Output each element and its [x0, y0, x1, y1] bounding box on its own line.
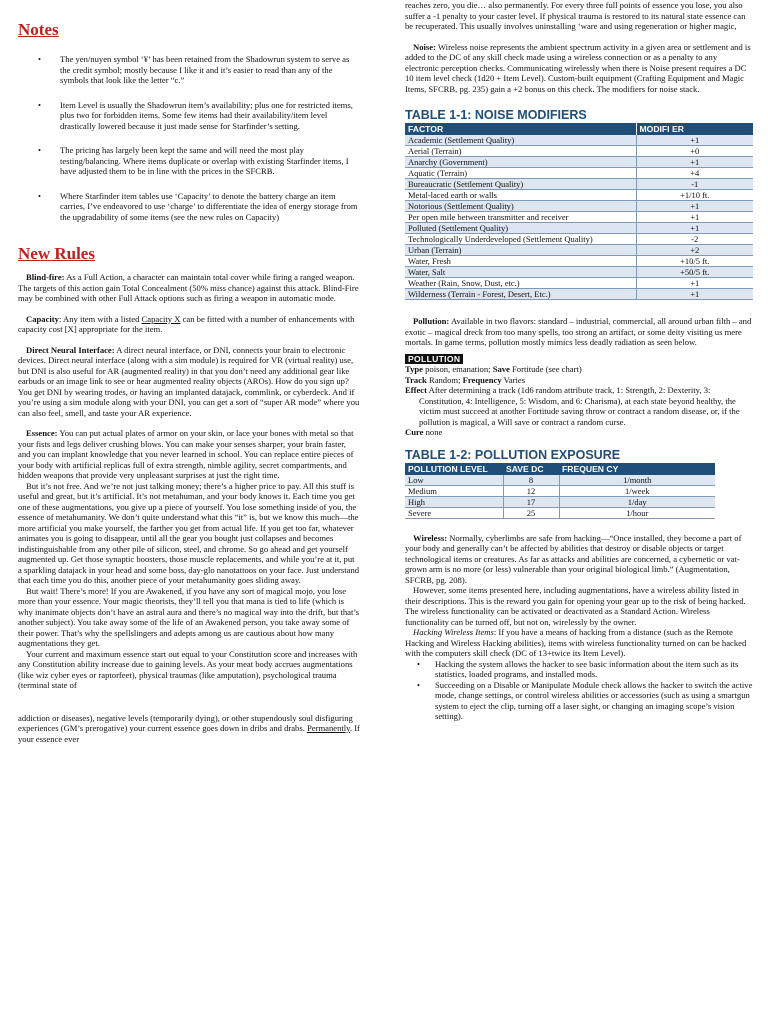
table-cell: Anarchy (Government) — [405, 157, 636, 168]
table-cell: Aerial (Terrain) — [405, 146, 636, 157]
notes-item: • Item Level is usually the Shadowrun item’s availability; plus one for restricted items, plus two for forbidden items. Some few items had their availability/item level drastically lowered because it just made sense for Starfinder’s setting. — [38, 99, 353, 131]
pollution-cure-line: Cure none — [405, 427, 443, 437]
essence-continuation: reaches zero, you die… also permanently. For every three full points of essence you lose, you also suffer a -1 penalty to your caster level. If physical trauma is restored to its natural state essence can be recuperated. This usually involves uninstalling ‘ware and using regeneration or higher magic, — [405, 0, 746, 31]
table-cell: Metal-laced earth or walls — [405, 190, 636, 201]
table-header-level: POLLUTION LEVEL — [405, 463, 503, 475]
essence-paragraph-3: But wait! There’s more! If you are Awakened, if you have any sort of magical mojo, you lose more than your essence. Your magic theorists, they’ll tell you that mana is tied to life (which is why inanimate objects don’t have an astral aura and there’s no magical way into the drift, but that’s another subject). You take away some of the life of an Awakened person, you take away some of their power. That’s why the spellslingers and adepts among us are cautious about how many augmentations they get. — [18, 585, 360, 648]
table-cell: -2 — [636, 234, 753, 245]
noise-paragraph: Noise: Wireless noise represents the ambient spectrum activity in a given area or settlement and is added to the DC of any skill check made using a wireless connection or as a penalty to any electronic perception checks. Communicating wirelessly when there is Noise present requires a DC 10 item level check (1d20 + Item Level). Custom-built equipment (Crafting Equipment and Magic Items, SFCRB, pg. 235) gain a +2 bonus on this check. The modifiers for noise stack. — [405, 41, 751, 94]
table-row — [405, 179, 753, 190]
right-column — [405, 0, 753, 722]
table-row — [405, 507, 715, 518]
table-row — [405, 234, 753, 245]
table-cell: Polluted (Settlement Quality) — [405, 223, 636, 234]
pollution-stat-header: POLLUTION — [405, 354, 463, 365]
table-row — [405, 245, 753, 256]
bullet-icon: • — [417, 658, 421, 669]
table-cell: Weather (Rain, Snow, Dust, etc.) — [405, 278, 636, 289]
table-row — [405, 146, 753, 157]
table-header-save: SAVE DC — [503, 463, 559, 475]
table-cell: +10/5 ft. — [636, 256, 753, 267]
wireless-paragraph: Wireless: Normally, cyberlimbs are safe from hacking—“Once installed, they become a part of your body and generally can’t be affected by abilities that destroy or disable objects or target technological items or creatures. As far as attacks and abilities are concerned, a cybernetic or vat-grown arm is no more (or less) vulnerable than your original biological limb.” (Augmentation, SFCRB, pg. 208). — [405, 532, 742, 585]
left-column — [18, 0, 360, 744]
dni-paragraph: Direct Neural Interface: A direct neural interface, or DNI, connects your brain to electronic devices. Direct neural interface (along with a sim module) is required for VR (virtual reality) use, but DNI is also useful for AR (augmented reality) in that you don’t need any additional gear like earbuds or an image link to see or hear augmented reality objects (AROs). How do you sign up? You get DNI by wearing trodes, or having an implanted datajack, commlink, or cyberdeck. And if you’re using a sim module along with your DNI, you can get a sort of “super AR mode” where you can also feel, smell, and taste your AR experience. — [18, 344, 360, 418]
pollution-type-line: Type poison, emanation; Save Fortitude (see chart) — [405, 364, 582, 374]
table-row — [405, 135, 753, 146]
notes-item: • The pricing has largely been kept the same and will need the most play testing/balancing. Where items duplicate or overlap with existing Starfinder items, I have adjusted them to be in line with the prices in the SFCRB. — [38, 145, 349, 176]
table-cell: Per open mile between transmitter and receiver — [405, 212, 636, 223]
table-row — [405, 496, 715, 507]
table-header-factor: FACTOR — [405, 123, 636, 135]
table-cell: 1/hour — [559, 507, 715, 518]
pollution-effect-line: Effect After determining a track (1d6 random attribute track, 1: Strength, 2: Dexterity, 3: Constitution, 4: Intelligence, 5: Wisdom, and 6: Charisma), at each state beyond healthy, the victim must succeed at another Fortitude saving throw or contract a random disease, or, if the pollution is magical, a Will save or contract a random curse. — [405, 385, 740, 427]
table-cell: Low — [405, 475, 503, 486]
table-cell: 8 — [503, 475, 559, 486]
table-cell: Aquatic (Terrain) — [405, 168, 636, 179]
table-cell: Bureaucratic (Settlement Quality) — [405, 179, 636, 190]
table-cell: +50/5 ft. — [636, 267, 753, 278]
table-cell: Water, Fresh — [405, 256, 636, 267]
table-cell: +1 — [636, 157, 753, 168]
table-cell: +4 — [636, 168, 753, 179]
table-cell: Water, Salt — [405, 267, 636, 278]
table-cell: Wilderness (Terrain - Forest, Desert, Etc.) — [405, 289, 636, 300]
table-cell: +1 — [636, 212, 753, 223]
essence-paragraph-4: Your current and maximum essence start out equal to your Constitution score and increases with any Constitution ability increase due to gaining levels. As your meat body accrues augmentations (like wiz cyber eyes or raptorfeet), physical traumas (like amputation), psychological trauma (terminal state of — [18, 648, 358, 690]
table-cell: +2 — [636, 245, 753, 256]
table-cell: 1/week — [559, 485, 715, 496]
table-row — [405, 201, 753, 212]
noise-table-body — [405, 135, 753, 300]
table-cell: +1 — [636, 135, 753, 146]
notes-item: • Where Starfinder item tables use ‘Capacity’ to denote the battery charge an item carries, I’ve endeavored to use ‘charge’ to differentiate the idea of energy storage from the upgradability of some items (see the new rules on Capacity) — [38, 190, 358, 222]
table-row — [405, 223, 753, 234]
table-cell: +1 — [636, 289, 753, 300]
pollution-paragraph: Pollution: Available in two flavors: standard – industrial, commercial, all around urban filth – and exotic – magical dreck from too many spells, too strong an artifact, or some deity visiting us mere mortals. In game terms, pollution mostly mimics less deadly radiation as seen below. — [405, 316, 752, 347]
table-cell: 17 — [503, 496, 559, 507]
table-cell: +1 — [636, 223, 753, 234]
table-cell: Medium — [405, 485, 503, 496]
table-cell: 12 — [503, 485, 559, 496]
table-cell: 1/month — [559, 475, 715, 486]
table-row — [405, 168, 753, 179]
table-header-modifier: MODIFI ER — [636, 123, 753, 135]
bullet-icon: • — [38, 54, 42, 64]
table-cell: High — [405, 496, 503, 507]
pollution-exposure-table — [405, 463, 715, 519]
pollution-table-title: TABLE 1-2: POLLUTION EXPOSURE — [405, 447, 621, 462]
table-cell: 1/day — [559, 496, 715, 507]
table-cell: +1 — [636, 278, 753, 289]
notes-item: • The yen/nuyen symbol ‘¥’ has been retained from the Shadowrun system to serve as the credit symbol; mostly because I like it and it’s easier to read than any of the symbols that look like the letter “c.” — [38, 54, 350, 85]
table-cell: 25 — [503, 507, 559, 518]
essence-paragraph-2: But it’s not free. And we’re not just talking money; there’s a higher price to pay. All this stuff is useful and great, but it’s artificial. It’s not metahuman, and your body knows it. Each time you get one of these augmentations, you give up a piece of yourself. You lose something inside of you, the essence of metahumanity. We don’t quite understand what this “it” is, but we know this much—the more artificial you make yourself, the farther you get from actual life. If you get too far, whatever animates you is going to disappear, until all the gear you bought just collapses and becomes indistinguishable from any other pile of silicon, steel, and chrome. So go ahead and get yourself augmented up. Get those synaptic boosters, those muscle replacements, and while you’re at it, put a sparkling datajack in your head and some boss, day-glo nanotattoos on your face. Just understand that each time you do this, another piece of your metahumanity goes sliding away. — [18, 480, 360, 585]
table-row — [405, 289, 753, 300]
table-row — [405, 190, 753, 201]
noise-modifiers-table — [405, 123, 753, 300]
table-header-frequency: FREQUEN CY — [559, 463, 715, 475]
table-row — [405, 256, 753, 267]
table-row — [405, 475, 715, 486]
new-rules-heading: New Rules — [18, 244, 95, 263]
list-item: • Hacking the system allows the hacker to see basic information about the item such as its statistics, loaded programs, and installed mods. — [417, 658, 739, 679]
table-row — [405, 212, 753, 223]
table-row — [405, 485, 715, 496]
essence-paragraph-1: Essence: You can put actual plates of armor on your skin, or lace your bones with metal so that your fists and legs deliver crushing blows. You can make your senses sharper, your brain faster, and you can implant knowledge that you never learned in school. You can replace entire pieces of your body with artificial replicas full of extra strength, nimble agility, secret compartments, and hidden weapons that provide very unpleasant surprises at just the right time. — [18, 428, 354, 480]
essence-paragraph-5: addiction or diseases), negative levels (temporarily dying), or other stupendously soul disfiguring experiences (GM’s prerogative) your current essence goes down in dribs and drabs. Permanently. If your essence ever — [18, 712, 360, 744]
table-cell: +1 — [636, 201, 753, 212]
table-cell: Academic (Settlement Quality) — [405, 135, 636, 146]
noise-table-title: TABLE 1-1: NOISE MODIFIERS — [405, 108, 587, 122]
table-cell: +0 — [636, 146, 753, 157]
table-cell: Urban (Terrain) — [405, 245, 636, 256]
table-cell: Technologically Underdeveloped (Settlement Quality) — [405, 234, 636, 245]
hacking-bullet-list — [405, 659, 753, 722]
list-item: • Succeeding on a Disable or Manipulate Module check allows the hacker to switch the active mode, change settings, or control wireless abilities or accessories (such as using a smartgun system to eject the clip, turning off a laser sight, or changing an imaging scope’s vision setting). — [417, 679, 753, 721]
capacity-paragraph: Capacity: Any item with a listed Capacity X can be fitted with a number of enhancements with capacity cost [X] appropriate for the item. — [18, 313, 355, 334]
table-row — [405, 267, 753, 278]
bullet-icon: • — [417, 679, 421, 690]
wireless-paragraph-2: However, some items presented here, including augmentations, have a wireless ability listed in their descriptions. This is the reward you gain for opening your gear up to the risk of being hacked. The wireless functionality can be activated or deactivated as a Standard Action. Wireless functionality can be turned off, but not on, wirelessly by the owner. — [405, 585, 746, 627]
pollution-track-line: Track Random; Frequency Varies — [405, 374, 526, 385]
table-cell: +1/10 ft. — [636, 190, 753, 201]
pollution-table-body — [405, 475, 715, 519]
table-cell: Notorious (Settlement Quality) — [405, 201, 636, 212]
bullet-icon: • — [38, 190, 42, 201]
notes-heading: Notes — [18, 20, 59, 39]
table-row — [405, 278, 753, 289]
hacking-paragraph: Hacking Wireless Items: If you have a means of hacking from a distance (such as the Remote Hacking and Wireless Hacking abilities), items with wireless functionality turned on can be hacked with the computers skill check (DC of 13+twice its Item Level). — [405, 627, 747, 658]
table-cell: Severe — [405, 507, 503, 518]
table-cell: -1 — [636, 179, 753, 190]
bullet-icon: • — [38, 99, 42, 110]
blind-fire-paragraph: Blind-fire: As a Full Action, a character can maintain total cover while firing a ranged weapon. The targets of this action gain Total Concealment (50% miss chance) against this attack. Blind-Fire may be combined with other Full Attack options such as firing a weapon in automatic mode. — [18, 272, 359, 303]
notes-list — [18, 54, 360, 222]
bullet-icon: • — [38, 145, 42, 155]
table-row — [405, 157, 753, 168]
